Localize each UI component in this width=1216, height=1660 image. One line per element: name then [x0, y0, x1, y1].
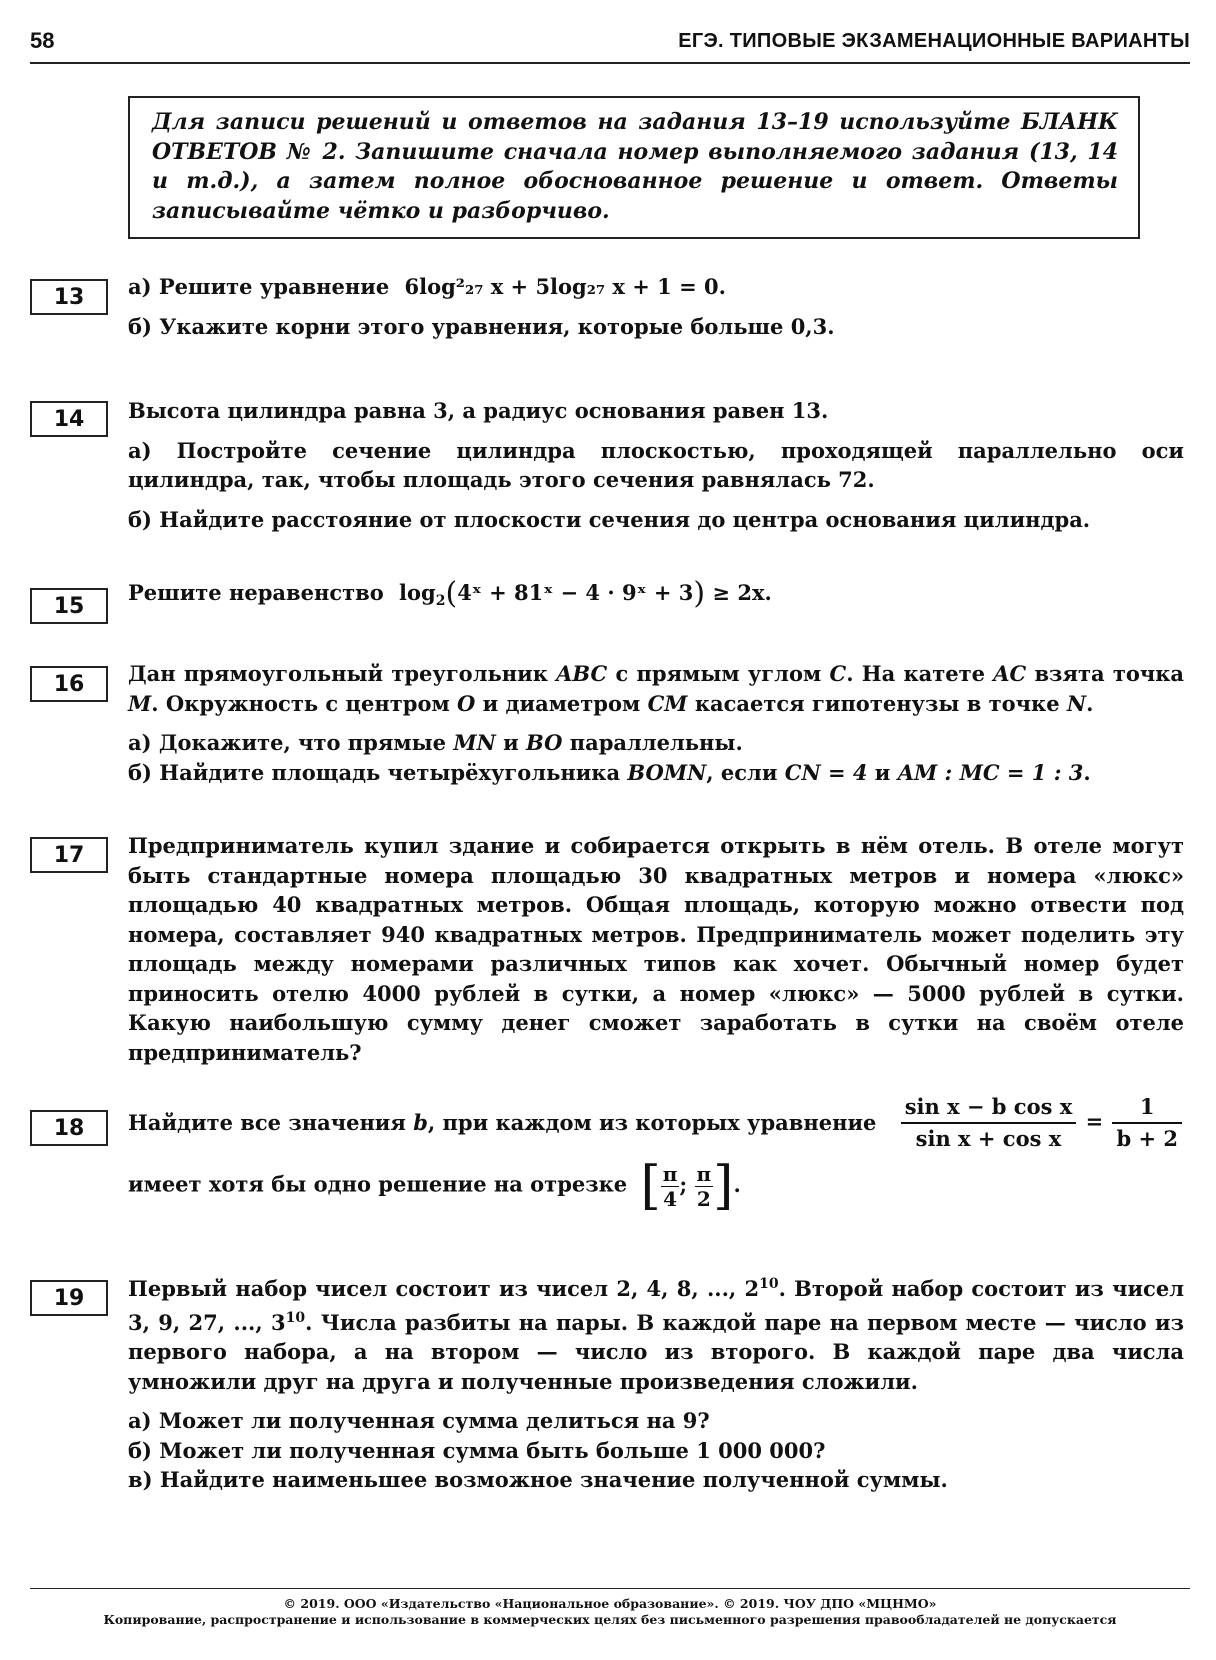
task-number-18: 18 — [30, 1110, 108, 1146]
task-19 — [128, 1270, 1184, 1495]
task-17-text: Предприниматель купил здание и собирается открыть в нём отель. В отеле могут быть стандартные номера площадью 30 квадратных метров и номера «люкс» площадью 40 квадратных метров. Общая площадь, которую можно отвести под номера, составляет 940 квадратных метров. Предприниматель может поделить эту площадь между номерами различных типов как хочет. Обычный номер будет приносить отелю 4000 рублей в сутки, а номер «люкс» — 5000 рублей в сутки. Какую наибольшую сумму денег сможет заработать в сутки на своём отеле предприниматель? — [128, 833, 1184, 1065]
task-18-line1: Найдите все значения b, при каждом из которых уравнение — [128, 1110, 877, 1136]
page-header — [30, 22, 1190, 64]
running-title: ЕГЭ. ТИПОВЫЕ ЭКЗАМЕНАЦИОННЫЕ ВАРИАНТЫ — [678, 30, 1190, 52]
copyright-notice: Копирование, распространение и использование в коммерческих целях без письменного разрешения правообладателей не допускается — [103, 1612, 1117, 1627]
task-number-15: 15 — [30, 588, 108, 624]
task-13 — [128, 272, 1184, 341]
task-19-c: в) Найдите наименьшее возможное значение полученной суммы. — [128, 1467, 948, 1492]
task-14-a: а) Постройте сечение цилиндра плоскостью, проходящей параллельно оси цилиндра, так, чтобы площадь этого сечения равнялась 72. — [128, 437, 1184, 492]
task-14-intro: Высота цилиндра равна 3, а радиус основания равен 13. — [128, 398, 829, 423]
task-16-a: а) Докажите, что прямые MN и BO параллельны. — [128, 730, 743, 755]
task-19-b: б) Может ли полученная сумма быть больше 1 000 000? — [128, 1437, 826, 1463]
footer-divider — [30, 1588, 1190, 1589]
task-18-equation: $\frac{\text{sin x − b cos x}}{\text{sin x + cos x}}$ = $\frac{1}{b + 2}$ — [899, 1092, 1184, 1154]
task-17 — [128, 831, 1184, 1067]
task-16 — [128, 659, 1184, 787]
task-19-a: а) Может ли полученная сумма делиться на 9? — [128, 1408, 710, 1433]
task-18 — [128, 1092, 1184, 1216]
task-number-19: 19 — [30, 1280, 108, 1316]
task-15-rhs: ≥ 2x. — [712, 580, 772, 605]
task-number-13: 13 — [30, 279, 108, 315]
task-15: Решите неравенство $\log_2(4ˣ$ + 81ˣ − 4 · 9ˣ + 3) ≥ 2x. — [128, 576, 772, 611]
task-14-b: б) Найдите расстояние от плоскости сечения до центра основания цилиндра. — [128, 506, 1091, 532]
task-16-intro: Дан прямоугольный треугольник ABC с прямым углом C. На катете AC взята точка M. Окружность с центром O и диаметром CM касается гипотенузы в точке N. — [128, 661, 1184, 716]
task-18-line2: имеет хотя бы одно решение на отрезке — [128, 1171, 628, 1197]
task-16-b: б) Найдите площадь четырёхугольника BOMN, если CN = 4 и AM : MC = 1 : 3. — [128, 759, 1091, 785]
task-19-text: Первый набор чисел состоит из чисел 2, 4, 8, ..., $2^{10}$. Второй набор состоит из чисел 3, 9, 27, ..., $3^{10}$. Числа разбиты на пары. В каждой паре на первом месте — число из первого набора, а на втором — число из второго. В каждой паре два числа умножили друг на друга и полученные произведения сложили. — [128, 1276, 1185, 1394]
task-15-prefix: Решите неравенство — [128, 580, 384, 605]
task-13-b: б) Укажите корни этого уравнения, которые больше 0,3. — [128, 313, 835, 339]
task-13-equation: 6log²₂₇ x + 5log₂₇ x + 1 = 0. — [404, 274, 726, 299]
task-number-17: 17 — [30, 837, 108, 873]
instructions-box: Для записи решений и ответов на задания 13–19 используйте БЛАНК ОТВЕТОВ № 2. Запишите сначала номер выполняемого задания (13, 14 и т.д.), а затем полное обоснованное решение и ответ. Ответы записывайте чётко и разборчиво. — [128, 96, 1140, 239]
task-number-16: 16 — [30, 666, 108, 702]
task-15-argument: 4ˣ + 81ˣ − 4 · 9ˣ + 3 — [457, 580, 694, 605]
copyright-line: © 2019. ООО «Издательство «Национальное образование». © 2019. ЧОУ ДПО «МЦНМО» — [283, 1596, 937, 1611]
task-number-14: 14 — [30, 401, 108, 437]
page-footer — [30, 1596, 1190, 1628]
task-13-a-prefix: а) Решите уравнение — [128, 274, 390, 299]
task-18-interval: [ $\frac{\pi}{4}$ ; $\frac{\pi}{2}$ ]. — [640, 1156, 741, 1216]
task-14 — [128, 396, 1184, 534]
page-number: 58 — [30, 28, 55, 53]
